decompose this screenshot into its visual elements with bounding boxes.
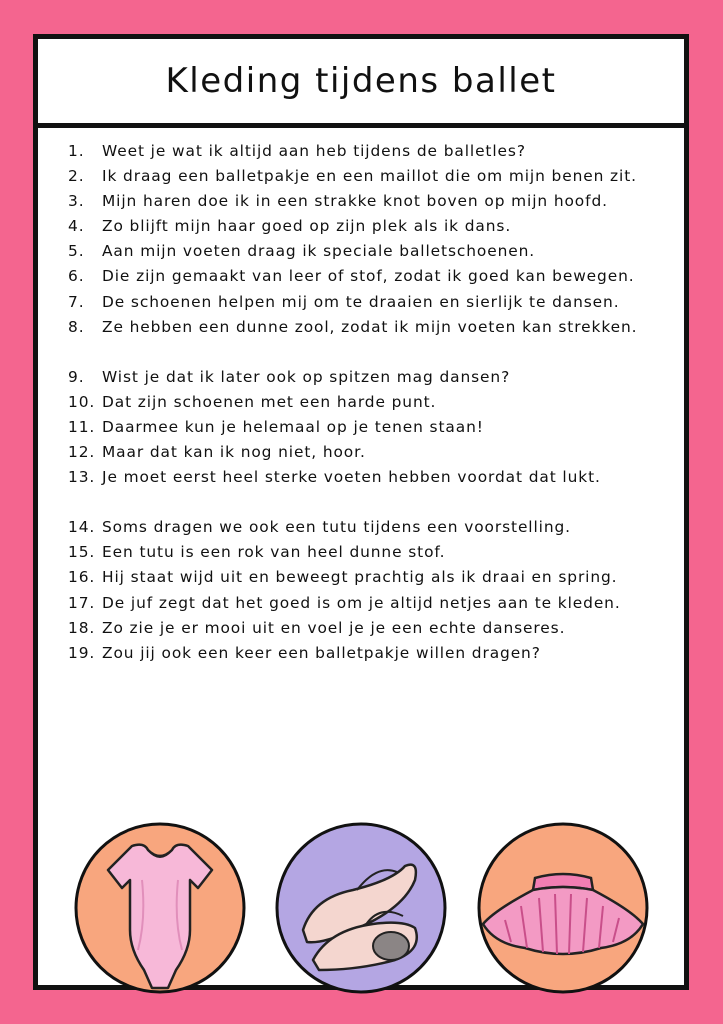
tutu-picture [475, 820, 651, 996]
sentence-text: De schoenen helpen mij om te draaien en sierlijk te dansen. [102, 292, 620, 311]
page-title: Kleding tijdens ballet [165, 61, 557, 101]
sentence-text: De juf zegt dat het goed is om je altijd netjes aan te kleden. [102, 593, 621, 612]
sentence-number: 9. [68, 367, 85, 386]
leotard-icon [72, 820, 248, 996]
sentence-text: Mijn haren doe ik in een strakke knot boven op mijn hoofd. [102, 192, 608, 211]
sentence-number: 16. [68, 568, 96, 587]
sentence-row [38, 315, 684, 340]
sentence-number: 14. [68, 518, 96, 537]
sentence-text: Soms dragen we ook een tutu tijdens een voorstelling. [102, 518, 571, 537]
shoes-picture [273, 820, 449, 996]
sentence-row [38, 164, 684, 189]
tutu-icon [475, 820, 651, 996]
sentence-row [38, 465, 684, 490]
sentence-number: 17. [68, 593, 96, 612]
sentence-text: Je moet eerst heel sterke voeten hebben voordat dat lukt. [102, 468, 601, 487]
sentence-row [38, 565, 684, 590]
sentence-row [38, 139, 684, 164]
sentence-number: 11. [68, 417, 96, 436]
sentence-text: Daarmee kun je helemaal op je tenen staan! [102, 417, 484, 436]
sentence-number: 3. [68, 192, 85, 211]
sentence-number: 12. [68, 443, 96, 462]
sentence-number: 18. [68, 618, 96, 637]
sentence-row [38, 264, 684, 289]
sentence-text: Hij staat wijd uit en beweegt prachtig als ik draai en spring. [102, 568, 618, 587]
ballet-shoes-icon [273, 820, 449, 996]
sentence-number: 2. [68, 167, 85, 186]
sentence-row [38, 390, 684, 415]
sentence-text: Aan mijn voeten draag ik speciale balletschoenen. [102, 242, 536, 261]
sentence-number: 13. [68, 468, 96, 487]
sentence-text: Een tutu is een rok van heel dunne stof. [102, 543, 446, 562]
paragraph-gap [38, 340, 684, 365]
sentence-text: Zou jij ook een keer een balletpakje willen dragen? [102, 643, 541, 662]
sentence-row [38, 365, 684, 390]
sentence-text: Maar dat kan ik nog niet, hoor. [102, 443, 366, 462]
sentence-row [38, 415, 684, 440]
worksheet-frame [33, 34, 689, 990]
sentence-text: Die zijn gemaakt van leer of stof, zodat ik goed kan bewegen. [102, 267, 635, 286]
sentence-number: 4. [68, 217, 85, 236]
sentence-number: 5. [68, 242, 85, 261]
sentence-row [38, 515, 684, 540]
sentence-text: Weet je wat ik altijd aan heb tijdens de balletles? [102, 142, 526, 160]
sentence-number: 6. [68, 267, 85, 286]
sentence-list [38, 139, 684, 666]
sentence-text: Ze hebben een dunne zool, zodat ik mijn voeten kan strekken. [102, 317, 638, 336]
sentence-text: Dat zijn schoenen met een harde punt. [102, 392, 437, 411]
paragraph-gap [38, 490, 684, 515]
sentence-row [38, 290, 684, 315]
sentence-number: 7. [68, 292, 85, 311]
sentence-text: Ik draag een balletpakje en een maillot die om mijn benen zit. [102, 167, 637, 186]
sentence-text: Zo zie je er mooi uit en voel je je een echte danseres. [102, 618, 566, 637]
sentence-row [38, 440, 684, 465]
sentence-number: 15. [68, 543, 96, 562]
sentence-text: Zo blijft mijn haar goed op zijn plek als ik dans. [102, 217, 512, 236]
leotard-picture [72, 820, 248, 996]
picture-row [38, 820, 684, 990]
sentence-number: 19. [68, 643, 96, 662]
sentence-row [38, 540, 684, 565]
sentence-row [38, 641, 684, 666]
title-box [38, 39, 684, 128]
sentence-row [38, 616, 684, 641]
sentence-row [38, 239, 684, 264]
sentence-row [38, 189, 684, 214]
sentence-number: 10. [68, 392, 96, 411]
sentence-number: 1. [68, 142, 85, 160]
sentence-number: 8. [68, 317, 85, 336]
sentence-text: Wist je dat ik later ook op spitzen mag dansen? [102, 367, 511, 386]
sentence-row [38, 591, 684, 616]
sentence-row [38, 214, 684, 239]
